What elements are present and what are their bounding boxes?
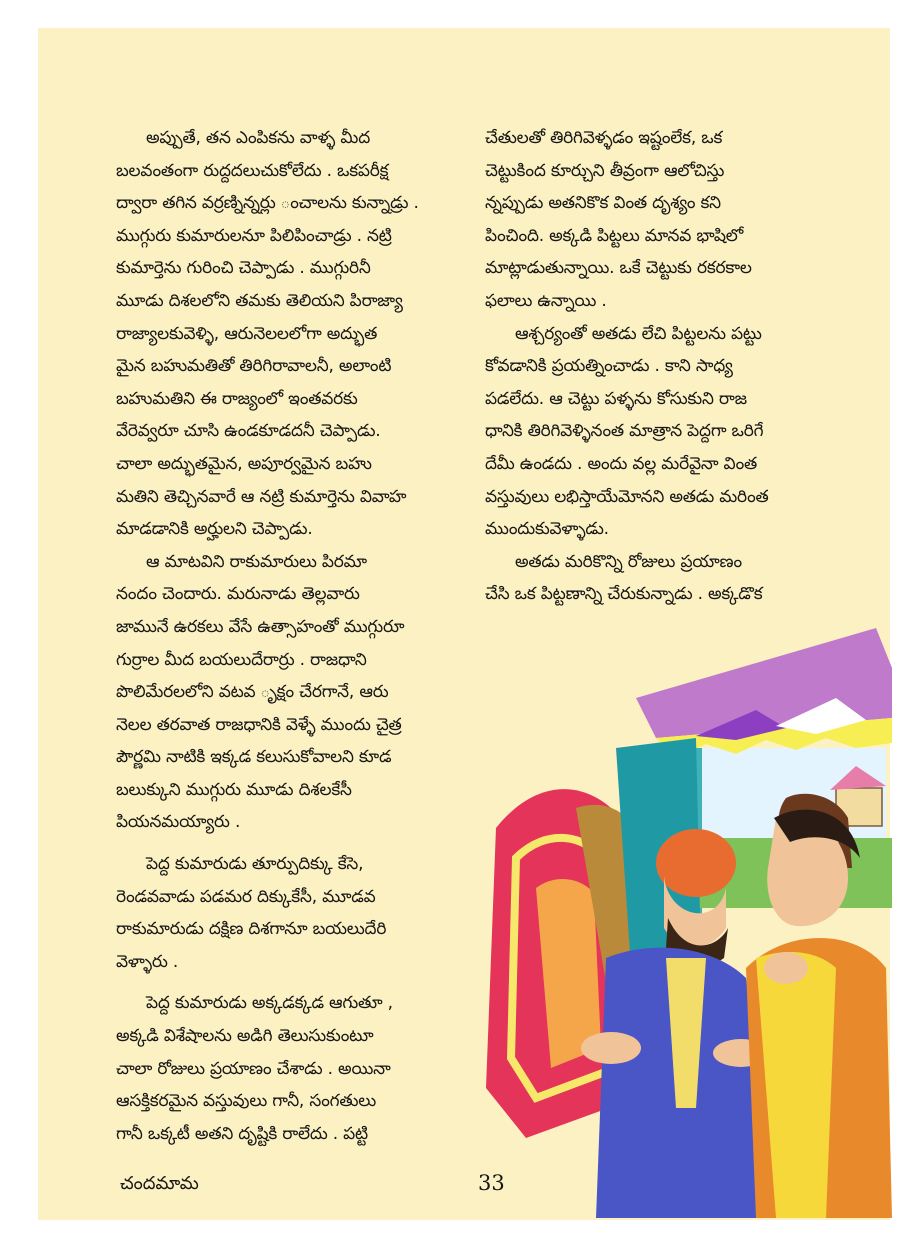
text-line: నెలల తరవాత రాజధానికి వెళ్ళే ముందు చైత్ర — [116, 714, 402, 735]
merchant-hand — [581, 1032, 641, 1064]
page-sheet — [38, 28, 890, 1220]
paragraph-gap — [116, 978, 488, 987]
text-line: పించింది. అక్కడి పిట్టలు మానవ భాషిలో — [485, 225, 744, 246]
text-line: ఫలాలు ఉన్నాయి . — [485, 290, 607, 311]
text-line: చేతులతో తిరిగివెళ్ళడం ఇష్టంలేక, ఒక — [485, 128, 723, 148]
text-line: అక్కడి విశేషాలను అడిగి తెలుసుకుంటూ — [116, 1026, 374, 1047]
text-line: రాకుమారుడు దక్షిణ దిశగానూ బయలుదేరి — [116, 919, 387, 940]
text-line: చాలా రోజులు ప్రయాణం చేశాడు . అయినా — [116, 1058, 391, 1079]
merchant-and-prince-illustration — [456, 628, 892, 1218]
text-line: వేరెవ్వరూ చూసి ఉండకూడదనీ చెప్పాడు. — [116, 421, 381, 442]
paragraph-gap — [116, 839, 488, 848]
text-line: పెద్ద కుమారుడు అక్కడక్కడ ఆగుతూ , — [146, 993, 393, 1014]
text-line: వెళ్ళారు . — [116, 951, 179, 972]
text-line: బలవంతంగా రుద్దదలుచుకోలేదు . ఒకపరీక్ష — [116, 160, 389, 181]
text-line: మాడడానికి అర్హులని చెప్పాడు. — [116, 519, 313, 540]
text-line: జామునే ఉరకలు వేసే ఉత్సాహంతో ముగ్గురూ — [116, 616, 405, 637]
text-line: రాజ్యాలకువెళ్ళి, ఆరునెలలలోగా అద్భుత — [116, 323, 378, 344]
text-line: బహుమతిని ఈ రాజ్యంలో ఇంతవరకు — [116, 388, 358, 409]
text-line: అప్పుతే, తన ఎంపికను వాళ్ళ మీద — [146, 128, 371, 148]
text-line: ముందుకువెళ్ళాడు. — [485, 519, 609, 540]
text-line: రెండవవాడు పడమర దిక్కుకేసీ, మూడవ — [116, 886, 376, 907]
text-line: కుమార్తెను గురించి చెప్పాడు . ముగ్గురినీ — [116, 258, 371, 279]
text-line: మైన బహుమతితో తిరిగిరావాలనీ, అలాంటి — [116, 356, 392, 377]
text-line: పియనమయ్యారు . — [116, 812, 241, 833]
text-line: ముగ్గురు కుమారులనూ పిలిపించాడ్రు . నట్రి — [116, 225, 392, 246]
right-text-column — [485, 122, 855, 611]
text-line: పౌర్ణమి నాటికి ఇక్కడ కలుసుకోవాలని కూడ — [116, 747, 392, 768]
text-line: మతిని తెచ్చినవారే ఆ నట్రి కుమార్తెను వివాహ — [116, 486, 407, 507]
text-line: వస్తువులు లభిస్తాయేమోనని అతడు మరింత — [485, 486, 769, 507]
text-line: పొలిమేరలలోని వటవ ృక్షం చేరగానే, ఆరు — [116, 682, 389, 703]
text-line: న్నప్పుడు అతనికొక వింత దృశ్యం కని — [485, 193, 721, 214]
text-line: బలుక్కుని ముగ్గురు మూడు దిశలకేసీ — [116, 779, 352, 800]
text-line: చాలా అద్భుతమైన, అపూర్వమైన బహు — [116, 453, 372, 474]
text-line: గుర్రాల మీద బయలుదేరార్రు . రాజధాని — [116, 649, 367, 670]
text-line: చేసి ఒక పిట్టణాన్ని చేరుకున్నాడు . అక్కడొక — [485, 584, 763, 605]
text-line: పెద్ద కుమారుడు తూర్పుదిక్కు కేసె, — [146, 854, 364, 875]
text-line: ద్వారా తగిన వర్రణ్నిన్నర్లు ంచాలను కున్నాడ్రు . — [116, 193, 419, 214]
text-line: ఆసక్తికరమైన వస్తువులు గానీ, సంగతులు — [116, 1091, 377, 1112]
text-line: కోవడానికి ప్రయత్నించాడు . కాని సాధ్య — [485, 356, 733, 377]
text-line: మూడు దిశలలోని తమకు తెలియని పిరాజ్యా — [116, 290, 403, 311]
text-line: గానీ ఒక్కటీ అతని దృష్టికి రాలేదు . పట్టి — [116, 1123, 368, 1144]
text-line: ధానికి తిరిగివెళ్ళినంత మాత్రాన పెద్దగా ఒరిగే — [485, 421, 764, 442]
page-number: 33 — [478, 1171, 505, 1195]
text-line: మాట్లాడుతున్నాయి. ఒకే చెట్టుకు రకరకాల — [485, 258, 752, 279]
text-line: దేమీ ఉండదు . అందు వల్ల మరేవైనా వింత — [485, 453, 758, 474]
text-line: చెట్టుకింద కూర్చుని తీవ్రంగా ఆలోచిస్తు — [485, 160, 725, 181]
merchant-turban — [656, 829, 736, 897]
text-line: నందం చెందారు. మరునాడు తెల్లవారు — [116, 584, 360, 605]
magazine-title: చందమామ — [120, 1173, 199, 1194]
text-line: అతడు మరికొన్ని రోజులు ప్రయాణం — [515, 551, 742, 572]
left-text-column — [116, 122, 488, 1150]
text-line: పడలేదు. ఆ చెట్టు పళ్ళను కోసుకుని రాజ — [485, 388, 747, 409]
text-line: ఆ మాటవిని రాకుమారులు పిరమా — [146, 551, 367, 572]
text-line: ఆశ్చర్యంతో అతడు లేచి పిట్టలను పట్టు — [515, 323, 762, 344]
